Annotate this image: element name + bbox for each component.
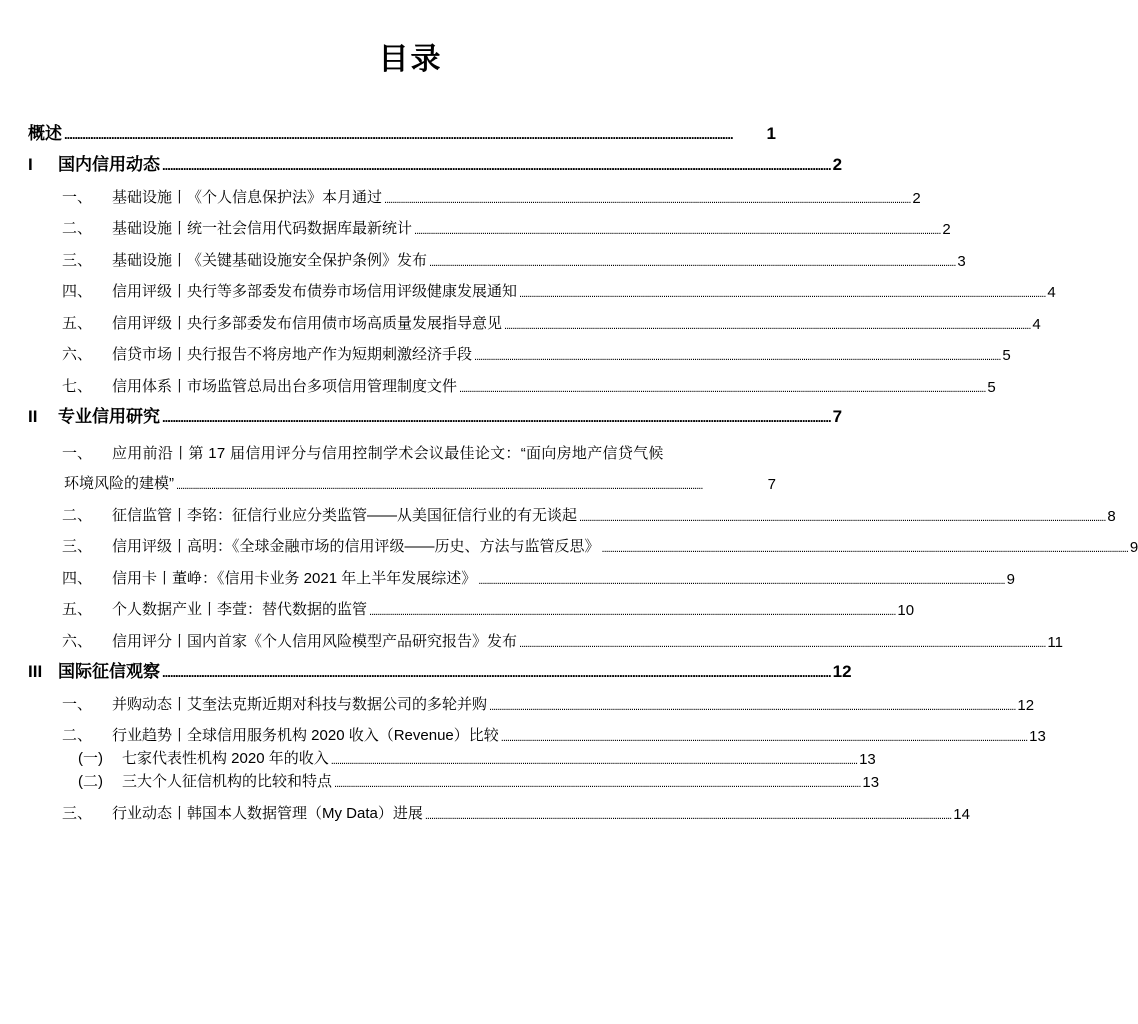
table-of-contents bbox=[28, 112, 1138, 823]
toc-page-number: 10 bbox=[897, 602, 915, 619]
toc-entry-number: 三、 bbox=[62, 251, 93, 269]
toc-entry-text: 信用体系丨市场监管总局出台多项信用管理制度文件 bbox=[112, 377, 458, 395]
toc-entry-text: 征信监管丨李铭：征信行业应分类监管——从美国征信行业的有无谈起 bbox=[112, 506, 578, 524]
toc-entry-number: III bbox=[28, 662, 43, 681]
toc-page-number: 4 bbox=[1047, 284, 1056, 301]
toc-page-number: 13 bbox=[862, 774, 880, 791]
dot-leader bbox=[176, 476, 766, 493]
toc-entry-text: 基础设施丨统一社会信用代码数据库最新统计 bbox=[112, 220, 413, 237]
toc-entry[interactable] bbox=[28, 682, 1035, 714]
toc-entry-number: 五、 bbox=[62, 601, 93, 618]
toc-entry-number: 五、 bbox=[62, 314, 93, 332]
toc-page-number: 4 bbox=[1032, 315, 1041, 333]
dot-leader bbox=[64, 124, 765, 144]
page-title: 目录 bbox=[378, 43, 443, 76]
dot-leader bbox=[504, 316, 1030, 333]
toc-entry-overview[interactable] bbox=[28, 112, 776, 144]
toc-entry-text: 并购动态丨艾奎法克斯近期对科技与数据公司的多轮并购 bbox=[112, 695, 488, 713]
dot-leader bbox=[384, 190, 910, 207]
dot-leader bbox=[501, 728, 1027, 745]
toc-entry-section-2[interactable] bbox=[28, 396, 843, 428]
toc-entry-number: 二、 bbox=[62, 506, 93, 524]
toc-entry-text: 环境风险的建模” bbox=[64, 475, 174, 492]
toc-entry[interactable] bbox=[28, 175, 921, 207]
toc-entry[interactable] bbox=[28, 238, 966, 270]
toc-page-number: 9 bbox=[1006, 570, 1015, 588]
dot-leader bbox=[602, 539, 1128, 556]
toc-entry-text: 基础设施丨《关键基础设施安全保护条例》发布 bbox=[112, 251, 428, 269]
toc-entry-number: 三、 bbox=[62, 538, 93, 555]
dot-leader bbox=[162, 662, 831, 682]
toc-entry-number: (一) bbox=[78, 750, 103, 767]
toc-entry-section-1[interactable] bbox=[28, 144, 843, 176]
dot-leader bbox=[162, 407, 831, 427]
toc-page-number: 9 bbox=[1129, 539, 1138, 556]
toc-entry[interactable] bbox=[28, 791, 970, 823]
toc-entry[interactable] bbox=[28, 588, 915, 620]
toc-entry-text: 信用评级丨央行多部委发布信用债市场高质量发展指导意见 bbox=[112, 314, 503, 332]
toc-entry-number: 六、 bbox=[62, 632, 93, 650]
toc-entry-text: 应用前沿丨第 17 届信用评分与信用控制学术会议最佳论文：“面向房地产信贷气候 bbox=[112, 445, 664, 462]
toc-entry[interactable] bbox=[28, 301, 1041, 333]
dot-leader bbox=[519, 284, 1045, 301]
toc-entry-text: 概述 bbox=[28, 123, 62, 143]
toc-entry-sub[interactable] bbox=[28, 745, 876, 768]
toc-entry-number: 二、 bbox=[62, 220, 93, 237]
dot-leader bbox=[459, 379, 985, 396]
toc-entry-sub[interactable] bbox=[28, 768, 880, 791]
dot-leader bbox=[162, 155, 831, 175]
toc-entry-number: 七、 bbox=[62, 377, 93, 395]
toc-entry-number: 一、 bbox=[62, 445, 93, 462]
dot-leader bbox=[579, 508, 1105, 525]
dot-leader bbox=[489, 697, 1015, 714]
toc-entry[interactable] bbox=[28, 619, 1063, 651]
toc-page-number: 5 bbox=[987, 378, 996, 396]
toc-page-number: 5 bbox=[1002, 347, 1011, 364]
toc-entry-text: 个人数据产业丨李萱：替代数据的监管 bbox=[112, 601, 368, 618]
toc-page-number: 2 bbox=[832, 155, 843, 174]
toc-page-number: 12 bbox=[1017, 696, 1035, 714]
toc-page-number: 2 bbox=[912, 189, 921, 207]
toc-entry-text: 信用卡丨董峥：《信用卡业务 2021 年上半年发展综述》 bbox=[112, 569, 477, 587]
toc-entry-number: 一、 bbox=[62, 188, 93, 206]
toc-entry-text: 信贷市场丨央行报告不将房地产作为短期刺激经济手段 bbox=[112, 346, 473, 363]
dot-leader bbox=[414, 221, 940, 238]
toc-entry-text: 信用评级丨高明：《全球金融市场的信用评级——历史、方法与监管反思》 bbox=[112, 538, 600, 555]
toc-entry[interactable] bbox=[28, 556, 1015, 588]
toc-entry-continuation[interactable] bbox=[28, 463, 776, 493]
toc-entry-text: 三大个人征信机构的比较和特点 bbox=[122, 773, 333, 790]
toc-page-number: 12 bbox=[832, 662, 852, 681]
toc-page-number: 8 bbox=[1107, 507, 1116, 525]
toc-entry-text: 信用评分丨国内首家《个人信用风险模型产品研究报告》发布 bbox=[112, 632, 518, 650]
toc-entry-number: 六、 bbox=[62, 346, 93, 363]
toc-entry-section-3[interactable] bbox=[28, 651, 852, 683]
toc-page-number: 7 bbox=[767, 476, 776, 493]
dot-leader bbox=[425, 806, 951, 823]
toc-entry-text: 行业趋势丨全球信用服务机构 2020 收入（Revenue）比较 bbox=[112, 727, 499, 744]
toc-page-number: 13 bbox=[1029, 728, 1046, 745]
toc-entry-text: 专业信用研究 bbox=[58, 407, 160, 426]
toc-entry[interactable] bbox=[28, 493, 1116, 525]
toc-entry-number: I bbox=[28, 155, 33, 174]
toc-page-number: 2 bbox=[942, 221, 951, 238]
toc-page-number: 14 bbox=[953, 805, 970, 823]
toc-entry[interactable] bbox=[28, 207, 951, 239]
toc-entry-text: 信用评级丨央行等多部委发布债券市场信用评级健康发展通知 bbox=[112, 283, 518, 300]
dot-leader bbox=[369, 602, 895, 619]
toc-entry[interactable] bbox=[28, 364, 996, 396]
toc-page-number: 3 bbox=[957, 252, 966, 270]
toc-entry-number: 二、 bbox=[62, 727, 93, 744]
dot-leader bbox=[334, 774, 860, 791]
toc-entry[interactable] bbox=[28, 525, 1138, 557]
dot-leader bbox=[429, 253, 955, 270]
toc-entry-text: 七家代表性机构 2020 年的收入 bbox=[122, 750, 329, 767]
toc-entry[interactable] bbox=[28, 333, 1011, 365]
toc-entry-text: 基础设施丨《个人信息保护法》本月通过 bbox=[112, 188, 383, 206]
toc-page-number: 1 bbox=[766, 123, 776, 143]
toc-entry[interactable] bbox=[28, 427, 776, 463]
toc-entry-number: (二) bbox=[78, 773, 103, 790]
toc-entry-number: 四、 bbox=[62, 569, 93, 587]
toc-page-number: 7 bbox=[832, 407, 843, 426]
dot-leader bbox=[474, 347, 1000, 364]
toc-entry-text: 国内信用动态 bbox=[58, 155, 160, 174]
dot-leader bbox=[331, 751, 857, 768]
toc-entry-text: 行业动态丨韩国本人数据管理（My Data）进展 bbox=[112, 804, 423, 822]
toc-entry[interactable] bbox=[28, 714, 1046, 746]
toc-page-number: 11 bbox=[1047, 633, 1063, 651]
toc-page-number: 13 bbox=[859, 751, 876, 768]
toc-entry-number: 四、 bbox=[62, 283, 93, 300]
toc-entry[interactable] bbox=[28, 270, 1056, 302]
toc-entry-number: 三、 bbox=[62, 804, 93, 822]
toc-entry-text: 国际征信观察 bbox=[58, 662, 160, 681]
dot-leader bbox=[519, 634, 1045, 651]
dot-leader bbox=[478, 571, 1004, 588]
toc-entry-number: 一、 bbox=[62, 695, 93, 713]
toc-entry-number: II bbox=[28, 407, 38, 426]
